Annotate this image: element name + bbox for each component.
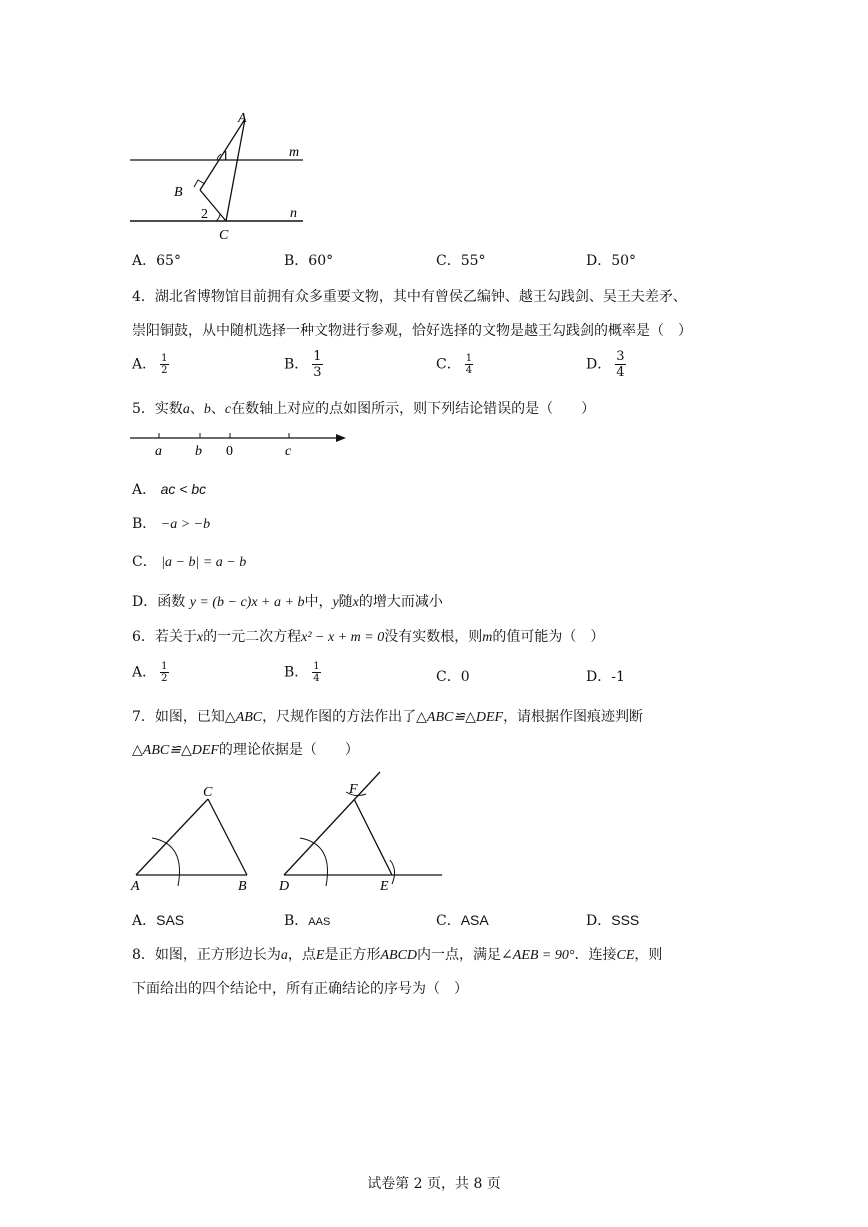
option-text: 60° (308, 253, 334, 269)
q3-option-d[interactable] (586, 250, 636, 270)
option-label: B． (284, 253, 309, 269)
q7-text: ，尺规作图的方法作出了 (262, 709, 417, 725)
option-label: A． (132, 482, 157, 498)
q3-option-c[interactable] (436, 250, 486, 270)
option-expression: ac < bc (160, 481, 207, 497)
option-text: ASA (460, 912, 489, 928)
option-label: D． (586, 913, 612, 929)
q3-option-a[interactable] (132, 250, 181, 270)
q5-var-b: b (203, 402, 211, 417)
q5-option-a[interactable] (132, 479, 206, 499)
q6-option-b[interactable] (284, 661, 321, 684)
option-text: SAS (156, 912, 185, 928)
q3-label-n: n (290, 206, 297, 221)
q7-label-F: F (349, 782, 358, 797)
q3-label-B: B (174, 185, 183, 200)
q6-suffix: 的值可能为（ ） (492, 629, 605, 645)
separator: 、 (210, 401, 225, 417)
q8-text: 内一点，满足 (417, 947, 502, 963)
denominator: 4 (313, 673, 320, 684)
option-label: D． (586, 253, 612, 269)
q6-option-d[interactable] (586, 666, 625, 686)
option-text: 65° (156, 253, 181, 269)
q5-var-a: a (182, 402, 190, 417)
option-label: C． (436, 669, 461, 685)
q6-question (132, 626, 604, 646)
axis-label-b: b (195, 444, 202, 459)
q7-triangle: △ABC (224, 710, 263, 725)
q7-label-D: D (279, 879, 290, 894)
numerator: 1 (465, 353, 473, 364)
option-text: SSS (611, 912, 640, 928)
option-label: B． (284, 913, 309, 929)
option-label: D． (586, 356, 612, 373)
option-label: A． (132, 913, 157, 929)
numerator: 1 (313, 661, 320, 672)
q8-point-e: E (315, 948, 325, 963)
q8-angle: ∠AEB = 90° (501, 948, 575, 963)
denominator: 2 (161, 673, 168, 684)
q7-option-c[interactable] (436, 910, 489, 930)
q8-prefix: 8．如图，正方形边长为 (132, 947, 281, 963)
q7-label-B: B (238, 879, 247, 894)
q7-label-C: C (203, 785, 213, 800)
numerator: 1 (161, 661, 168, 672)
q6-var-x: x (196, 630, 204, 645)
q7-congruence: △ABC≌△DEF (132, 743, 219, 758)
q8-square: ABCD (380, 948, 418, 963)
option-expression: −a > −b (160, 517, 211, 532)
denominator: 3 (313, 365, 322, 380)
q7-option-a[interactable] (132, 910, 184, 930)
q6-text: 没有实数根，则 (384, 629, 483, 645)
axis-label-zero: 0 (226, 444, 233, 459)
q8-suffix: ，则 (634, 947, 663, 963)
option-label: A． (132, 664, 157, 681)
option-label: C． (436, 253, 461, 269)
numerator: 1 (313, 349, 322, 364)
denominator: 2 (161, 365, 168, 376)
q4-option-b[interactable] (284, 349, 323, 380)
q8-segment: CE (616, 948, 635, 963)
option-expression: y = (b − c)x + a + b (189, 595, 305, 610)
option-label: A． (132, 356, 157, 373)
q7-congruence: △ABC≌△DEF (416, 710, 504, 725)
q4-text-line1: 4．湖北省博物馆目前拥有众多重要文物，其中有曾侯乙编钟、越王勾践剑、吴王夫差矛、 (132, 289, 687, 305)
fraction (312, 349, 322, 380)
q7-question-line2 (132, 739, 359, 759)
option-label: B． (284, 356, 309, 373)
fraction (615, 349, 625, 380)
q8-var-a: a (280, 948, 288, 963)
option-label: C． (132, 554, 157, 570)
axis-label-c: c (285, 444, 292, 459)
q5-suffix: 在数轴上对应的点如图所示，则下列结论错误的是（ ） (231, 401, 596, 417)
fraction (465, 353, 473, 376)
option-text: AAS (308, 916, 331, 928)
q7-figure (128, 764, 448, 898)
q7-label-A: A (131, 879, 140, 894)
q6-option-a[interactable] (132, 661, 169, 684)
q7-suffix: ，请根据作图痕迹判断 (503, 709, 644, 725)
option-text: -1 (611, 669, 625, 685)
q4-option-a[interactable] (132, 353, 169, 376)
option-expression: |a − b| = a − b (161, 555, 247, 570)
q8-text: 是正方形 (324, 947, 381, 963)
q3-label-m: m (289, 145, 300, 160)
option-label: A． (132, 253, 157, 269)
q7-prefix: 7．如图，已知 (132, 709, 225, 725)
q5-prefix: 5．实数 (132, 401, 183, 417)
numerator: 3 (616, 349, 625, 364)
q5-number-line (128, 428, 350, 462)
q7-option-d[interactable] (586, 910, 639, 930)
q3-label-C: C (219, 228, 229, 243)
q6-equation: x² − x + m = 0 (301, 630, 385, 645)
q6-option-c[interactable] (436, 666, 470, 686)
option-label: B． (284, 664, 309, 681)
denominator: 4 (616, 365, 625, 380)
q5-option-b[interactable] (132, 513, 210, 533)
option-text: 50° (611, 253, 637, 269)
q3-angle-2: 2 (201, 207, 208, 222)
q3-label-A: A (238, 111, 247, 126)
fraction (160, 353, 168, 376)
q5-option-d[interactable] (132, 591, 443, 611)
numerator: 1 (161, 353, 168, 364)
option-var: y (332, 595, 339, 610)
q7-question-line1 (132, 706, 643, 726)
option-label: B． (132, 516, 157, 532)
option-text: 中， (304, 594, 333, 610)
q4-option-d[interactable] (586, 349, 626, 380)
q6-prefix: 6．若关于 (132, 629, 197, 645)
q6-text: 的一元二次方程 (203, 629, 302, 645)
q7-label-E: E (380, 879, 389, 894)
denominator: 4 (465, 365, 473, 376)
q8-question-line2: 下面给出的四个结论中，所有正确结论的序号为（ ） (132, 981, 468, 997)
option-text: 随 (338, 594, 353, 610)
q5-question (132, 398, 595, 418)
option-label: D． (586, 669, 612, 685)
axis-label-a: a (155, 444, 162, 459)
q5-var-c: c (224, 402, 232, 417)
q8-text: ，点 (287, 947, 316, 963)
q3-figure (125, 104, 315, 244)
q7-option-b[interactable] (284, 910, 330, 930)
q4-text-line2: 崇阳铜鼓，从中随机选择一种文物进行参观，恰好选择的文物是越王勾践剑的概率是（ ） (132, 323, 692, 339)
option-var: x (352, 595, 359, 610)
separator: 、 (189, 401, 204, 417)
page-footer: 试卷第 2 页，共 8 页 (367, 1176, 501, 1192)
fraction (312, 661, 320, 684)
option-text: 0 (460, 669, 470, 685)
option-text: 函数 (157, 594, 186, 610)
q4-option-c[interactable] (436, 353, 473, 376)
q3-angle-1: 1 (222, 149, 229, 164)
option-label: C． (436, 913, 461, 929)
q8-question-line1 (132, 944, 662, 964)
option-text: 的增大而减小 (358, 594, 443, 610)
q3-option-b[interactable] (284, 250, 333, 270)
q7-text: 的理论依据是（ ） (218, 742, 359, 758)
q6-var-m: m (482, 630, 493, 645)
fraction (160, 661, 168, 684)
q5-option-c[interactable] (132, 551, 246, 571)
option-label: D． (132, 594, 158, 610)
option-text: 55° (460, 253, 486, 269)
option-label: C． (436, 356, 461, 373)
q8-text: ．连接 (574, 947, 617, 963)
